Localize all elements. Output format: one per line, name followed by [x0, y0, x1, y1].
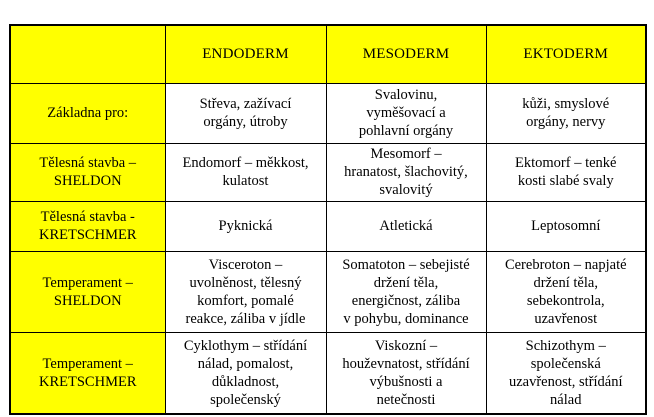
table-cell: Cerebroton – napjaté držení těla, sebekontrola, uzavřenost [486, 251, 646, 332]
germ-layer-table [9, 24, 647, 415]
table-cell: Pyknická [165, 201, 326, 251]
table-cell: Visceroton – uvolněnost, tělesný komfort, pomalé reakce, záliba v jídle [165, 251, 326, 332]
table-cell: Střeva, zažívací orgány, útroby [165, 83, 326, 143]
header-corner-cell [10, 25, 165, 83]
table-cell: Ektomorf – tenké kosti slabé svaly [486, 143, 646, 201]
table-cell: kůži, smyslové orgány, nervy [486, 83, 646, 143]
table-row [10, 251, 646, 332]
table-cell: Viskozní – houževnatost, střídání výbušnosti a netečnosti [326, 332, 486, 414]
table-cell: Endomorf – měkkost, kulatost [165, 143, 326, 201]
table-cell: Somatoton – sebejisté držení těla, energičnost, záliba v pohybu, dominance [326, 251, 486, 332]
table-row [10, 83, 646, 143]
table-cell: Atletická [326, 201, 486, 251]
row-label-stavba-kretschmer: Tělesná stavba - KRETSCHMER [10, 201, 165, 251]
row-label-zakladna: Základna pro: [10, 83, 165, 143]
header-mesoderm: MESODERM [326, 25, 486, 83]
row-label-temperament-sheldon: Temperament – SHELDON [10, 251, 165, 332]
table-cell: Leptosomní [486, 201, 646, 251]
table-cell: Mesomorf – hranatost, šlachovitý, svalovitý [326, 143, 486, 201]
table-cell: Schizothym – společenská uzavřenost, střídání nálad [486, 332, 646, 414]
header-row [10, 25, 646, 83]
header-endoderm: ENDODERM [165, 25, 326, 83]
table-cell: Svalovinu, vyměšovací a pohlavní orgány [326, 83, 486, 143]
table-row [10, 143, 646, 201]
table-row [10, 201, 646, 251]
row-label-stavba-sheldon: Tělesná stavba – SHELDON [10, 143, 165, 201]
header-ektoderm: EKTODERM [486, 25, 646, 83]
table-row [10, 332, 646, 414]
row-label-temperament-kretschmer: Temperament – KRETSCHMER [10, 332, 165, 414]
table-cell: Cyklothym – střídání nálad, pomalost, důkladnost, společenský [165, 332, 326, 414]
